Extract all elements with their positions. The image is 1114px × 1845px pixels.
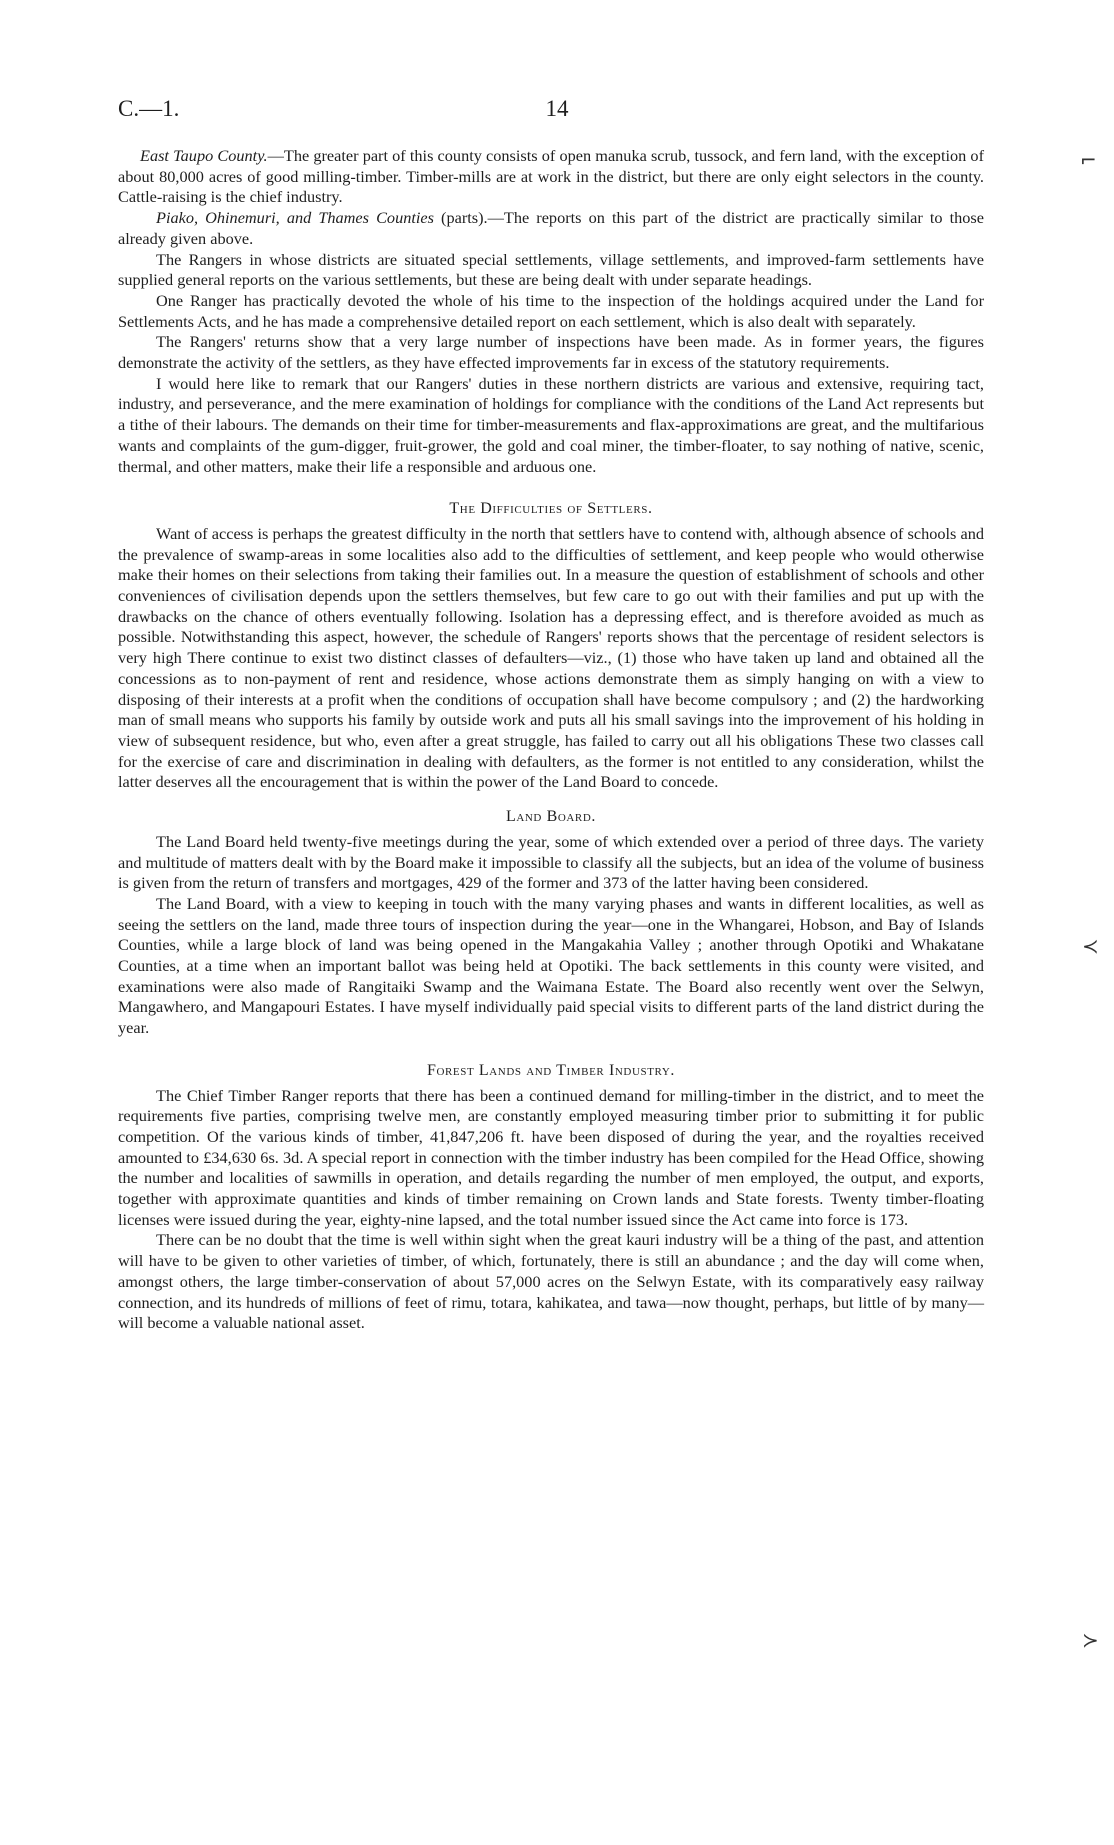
page-header (118, 96, 996, 128)
section-heading: Forest Lands and Timber Industry. (426, 1061, 676, 1079)
paragraph-lead-italic: East Taupo County. (140, 146, 268, 165)
section-heading: Land Board. (505, 808, 597, 826)
margin-tick-mark: ≻ (1082, 1628, 1099, 1652)
paragraph: Want of access is perhaps the greatest difficulty in the north that settlers have to contend with, although absence of schools and the prevalence of swamp-areas in some localities also add to the difficulties of settlement, and keep people who would otherwise make their homes on their selections from taking their families out. In a measure the question of establishment of schools and other conveniences of civilisation depends upon the settlers themselves, but few care to go out with their families and put up with the drawbacks on the chance of others eventually following. Isolation has a depressing effect, and is therefore avoided as much as possible. Notwithstanding this aspect, however, the schedule of Rangers' reports shows that the percentage of resident selectors is very high There continue to exist two distinct classes of defaulters—viz., (1) those who have taken up land and obtained all the concessions as to non-payment of rent and residence, whose actions demonstrate them as simply hanging on with a view to disposing of their interests at a profit when the conditions of occupation shall have become compulsory ; and (2) the hardworking man of small means who supports his family by outside work and puts all his small savings into the improvement of his holding in view of subsequent residence, but who, even after a great struggle, has failed to carry out all his obligations These two classes call for the exercise of care and discrimination in dealing with defaulters, as the former is not entitled to any consideration, whilst the latter deserves all the encouragement that is within the power of the Land Board to concede. (118, 523, 984, 792)
section-heading: The Difficulties of Settlers. (449, 500, 653, 518)
paragraph: One Ranger has practically devoted the whole of his time to the inspection of the holdings acquired under the Land for Settlements Acts, and he has made a comprehensive detailed report on each settlement, which is also dealt with separately. (118, 290, 984, 331)
paragraph-text: (parts).—The reports on this part of the district are practically similar to those already given above. (118, 208, 984, 248)
paragraph (118, 208, 984, 249)
document-reference: C.—1. (118, 96, 180, 121)
paragraph: The Land Board held twenty-five meetings during the year, some of which extended over a period of three days. The variety and multitude of matters dealt with by the Board make it impossible to classify all the subjects, but an idea of the volume of business is given from the return of transfers and mortgages, 429 of the former and 373 of the latter having been considered. (118, 831, 984, 893)
margin-tick-mark: ≺ (1082, 934, 1099, 958)
paragraph: The Chief Timber Ranger reports that there has been a continued demand for milling-timber in the district, and to meet the requirements five parties, comprising twelve men, are constantly employed measuring timber prior to submitting it for public competition. Of the various kinds of timber, 41,847,206 ft. have been disposed of during the year, and the royalties received amounted to £34,630 6s. 3d. A special report in connection with the timber industry has been compiled for the Head Office, showing the number and localities of sawmills in operation, and details regarding the number of men employed, the output, and exports, together with approximate quantities and kinds of timber remaining on Crown lands and State forests. Twenty timber-floating licenses were issued during the year, eighty-nine lapsed, and the total number issued since the Act came into force is 173. (118, 1085, 984, 1229)
paragraph: The Rangers in whose districts are situated special settlements, village settlements, and improved-farm settlements have supplied general reports on the various settlements, but these are being dealt with under separate headings. (118, 249, 984, 290)
paragraph: There can be no doubt that the time is well within sight when the great kauri industry will be a thing of the past, and attention will have to be given to other varieties of timber, of which, fortunately, there is still an abundance ; and the day will come when, amongst others, the large timber-conservation of about 57,000 acres on the Selwyn Estate, with its comparatively easy railway connection, and its hundreds of millions of feet of rimu, totara, kahikatea, and tawa—now thought, perhaps, but little of by many—will become a valuable national asset. (118, 1230, 984, 1333)
paragraph: I would here like to remark that our Rangers' duties in these northern districts are various and extensive, requiring tact, industry, and perseverance, and the mere examination of holdings for compliance with the conditions of the Land Act represents but a tithe of their labours. The demands on their time for timber-measurements and flax-approximations are great, and the multifarious wants and complaints of the gum-digger, fruit-grower, the gold and coal miner, the timber-floater, to say nothing of native, scenic, thermal, and other matters, make their life a responsible and arduous one. (118, 373, 984, 476)
paragraph: The Land Board, with a view to keeping in touch with the many varying phases and wants in different localities, as well as seeing the settlers on the land, made three tours of inspection during the year—one in the Whangarei, Hobson, and Bay of Islands Counties, while a large block of land was being opened in the Mangakahia Valley ; another through Opotiki and Whakatane Counties, at a time when an important ballot was being held at Opotiki. The back settlements in this county were visited, and examinations were also made of Rangitaiki Swamp and the Waimana Estate. The Board also recently went over the Selwyn, Mangawhero, and Mangapouri Estates. I have myself individually paid special visits to different parts of the land district during the year. (118, 893, 984, 1038)
paragraph-lead-italic: Piako, Ohinemuri, and Thames Counties (156, 208, 434, 228)
page-number: 14 (545, 96, 569, 121)
margin-tick-mark: ⌐ (1080, 148, 1097, 172)
document-body (118, 146, 984, 1334)
paragraph: The Rangers' returns show that a very large number of inspections have been made. As in former years, the figures demonstrate the activity of the settlers, as they have effected improvements far in excess of the statutory requirements. (118, 332, 984, 373)
paragraph (118, 146, 984, 208)
paragraph-text: —The greater part of this county consists of open manuka scrub, tussock, and fern land, with the exception of about 80,000 acres of good milling-timber. Timber-mills are at work in the district, but there are only eight selectors in the county. Cattle-raising is the chief industry. (118, 146, 984, 207)
